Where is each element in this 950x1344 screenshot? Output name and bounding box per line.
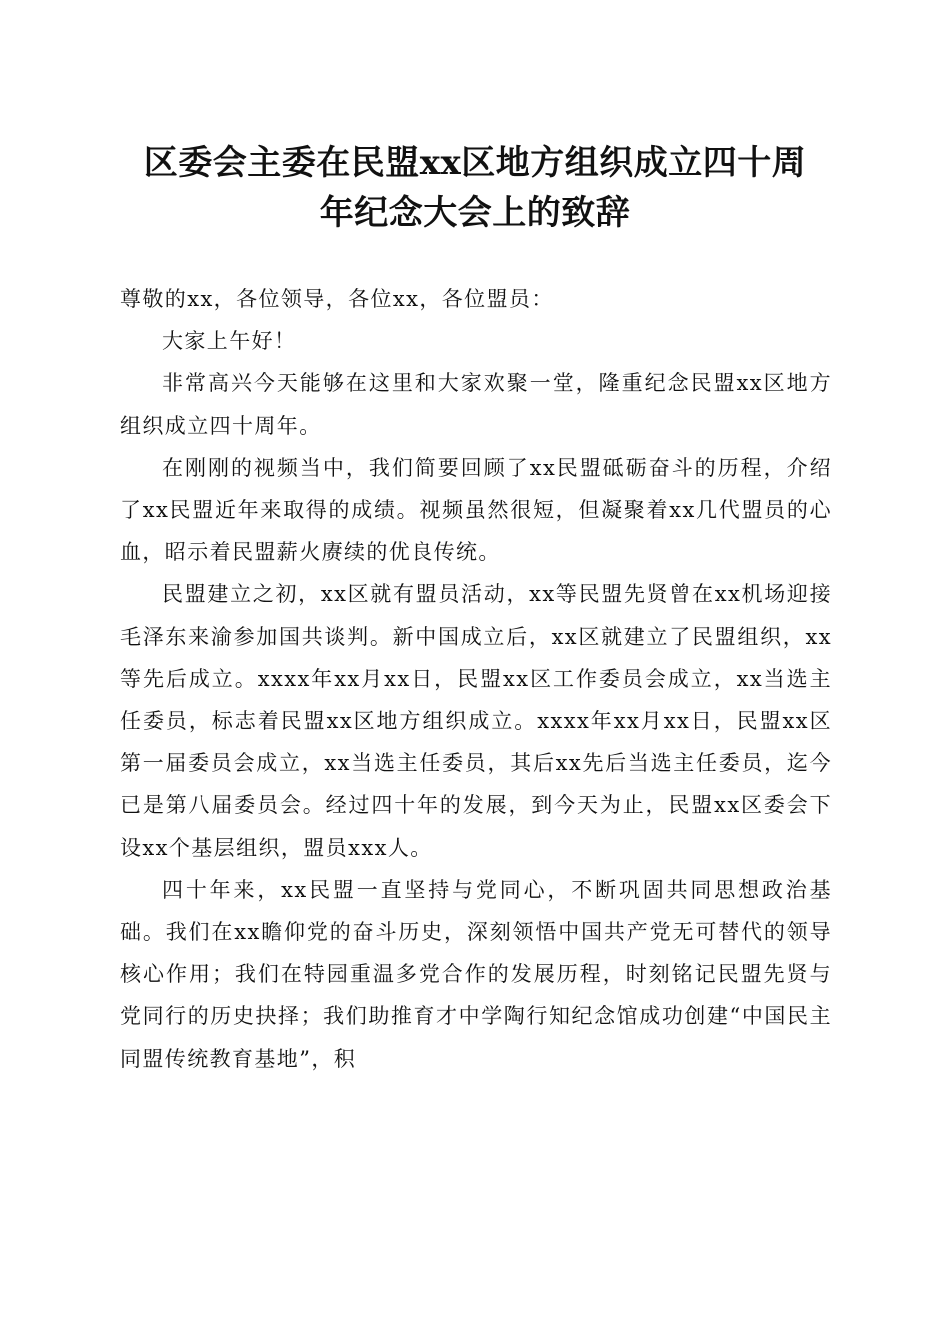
title-line-2: 年纪念大会上的致辞 <box>319 193 631 233</box>
salutation-paragraph: 尊敬的xx，各位领导，各位xx，各位盟员： <box>120 287 554 311</box>
body-paragraph: 非常高兴今天能够在这里和大家欢聚一堂，隆重纪念民盟xx区地方组织成立四十周年。 <box>120 371 832 438</box>
title-line-1: 区委会主委在民盟xx区地方组织成立四十周 <box>143 143 807 183</box>
body-paragraph: 民盟建立之初，xx区就有盟员活动，xx等民盟先贤曾在xx机场迎接毛泽东来渝参加国共谈判。新中国成立后，xx区就建立了民盟组织，xx等先后成立。xxxx年xx月xx日，民盟xx区工作委员会成立，xx当选主任委员，标志着民盟xx区地方组织成立。xxxx年xx月xx日，民盟xx区第一届委员会成立，xx当选主任委员，其后xx先后当选主任委员，迄今已是第八届委员会。经过四十年的发展，到今天为止，民盟xx区委会下设xx个基层组织，盟员xxx人。 <box>120 582 832 860</box>
greeting-paragraph: 大家上午好！ <box>162 329 297 354</box>
document-body <box>120 278 832 1080</box>
body-paragraph: 四十年来，xx民盟一直坚持与党同心，不断巩固共同思想政治基础。我们在xx瞻仰党的奋斗历史，深刻领悟中国共产党无可替代的领导核心作用；我们在特园重温多党合作的发展历程，时刻铭记民盟先贤与党同行的历史抉择；我们助推育才中学陶行知纪念馆成功创建“中国民主同盟传统教育基地”，积 <box>120 877 832 1071</box>
body-paragraph: 在刚刚的视频当中，我们简要回顾了xx民盟砥砺奋斗的历程，介绍了xx民盟近年来取得的成绩。视频虽然很短，但凝聚着xx几代盟员的心血，昭示着民盟薪火赓续的优良传统。 <box>120 455 832 565</box>
document-title <box>110 138 840 238</box>
